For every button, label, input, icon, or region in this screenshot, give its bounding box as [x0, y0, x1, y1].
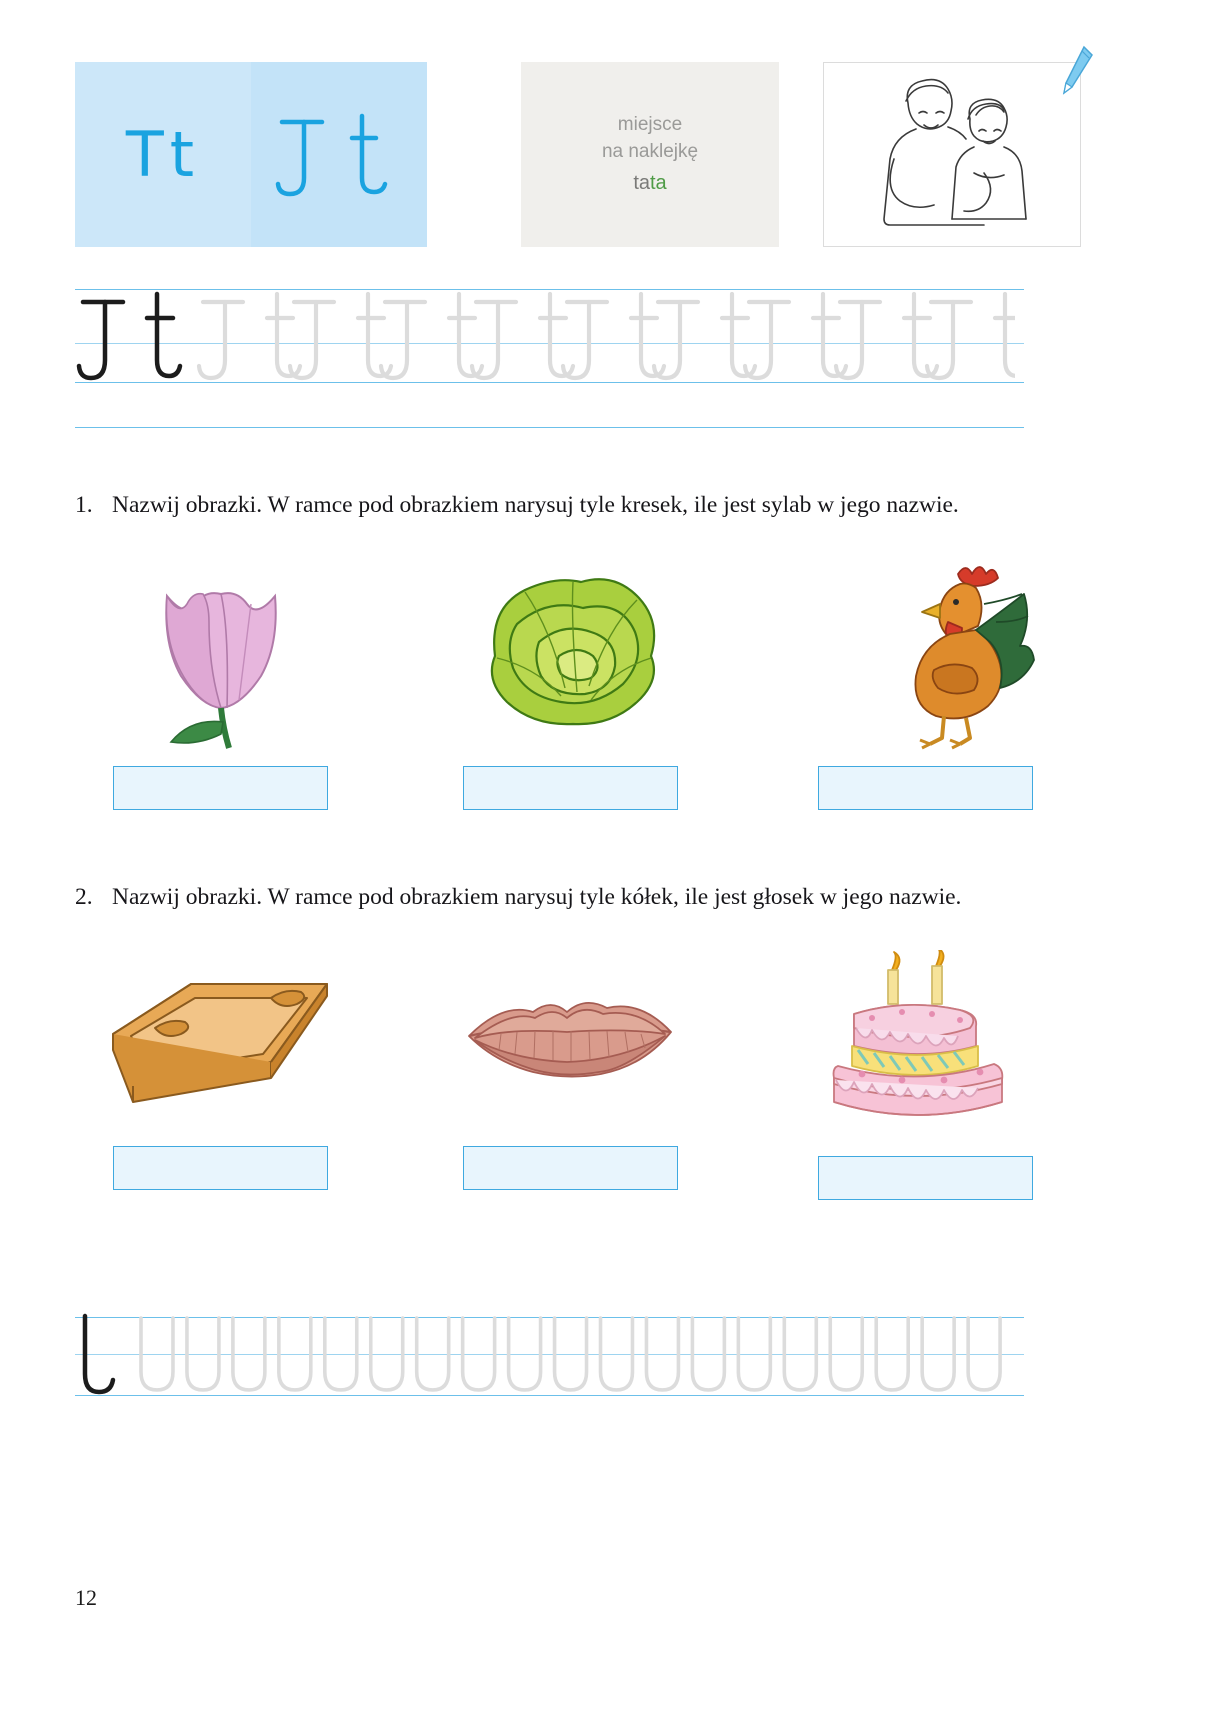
answer-box-lettuce[interactable] [463, 766, 678, 810]
task-1-pictures [75, 560, 1135, 820]
task-2-text: Nazwij obrazki. W ramce pod obrazkiem narysuj tyle kółek, ile jest głosek w jego nazwie. [112, 884, 962, 910]
pencil-icon [1060, 45, 1094, 99]
letter-cursive-pair [251, 62, 427, 247]
task-2-pictures [75, 950, 1135, 1210]
father-and-child-image [824, 63, 1080, 246]
picture-cell-lips [420, 950, 720, 1190]
rooster-image [810, 560, 1040, 750]
answer-box-tray[interactable] [113, 1146, 328, 1190]
letter-uppercase-print: T [125, 118, 170, 191]
picture-cell-tulip [70, 560, 370, 810]
page-number: 12 [75, 1585, 97, 1610]
picture-cell-cake [775, 950, 1075, 1200]
trace-model-t [75, 1312, 135, 1402]
picture-cell-rooster [775, 560, 1075, 810]
header-row [75, 62, 1135, 247]
task-2-number: 2. [75, 884, 93, 910]
answer-box-cake[interactable] [818, 1156, 1033, 1200]
illustration-frame [823, 62, 1081, 247]
task-1 [75, 492, 1125, 519]
letter-display-panel [75, 62, 427, 247]
tray-image [95, 950, 345, 1130]
lettuce-image [455, 560, 685, 750]
tracing-row-bottom[interactable] [75, 1312, 1024, 1402]
answer-box-lips[interactable] [463, 1146, 678, 1190]
tulip-image [105, 560, 335, 750]
trace-ghost-loops [135, 1312, 1024, 1402]
lips-image [455, 950, 685, 1130]
task-1-number: 1. [75, 492, 93, 518]
trace-model-Tt [75, 286, 195, 396]
sticker-word-suffix: ta [650, 172, 667, 194]
rule-line-4 [75, 427, 1024, 428]
sticker-word [633, 172, 666, 195]
answer-box-rooster[interactable] [818, 766, 1033, 810]
letter-lowercase-print: t [169, 118, 201, 191]
task-1-text: Nazwij obrazki. W ramce pod obrazkiem narysuj tyle kresek, ile jest sylab w jego nazwie. [112, 492, 959, 518]
trace-ghost-group [195, 286, 1015, 396]
sticker-placeholder [521, 62, 779, 247]
letter-print-pair [75, 62, 251, 247]
cursive-Tt-glyph [264, 100, 414, 210]
sticker-line-2: na naklejkę [601, 141, 699, 162]
picture-cell-lettuce [420, 560, 720, 810]
picture-cell-tray [70, 950, 370, 1190]
sticker-line-1: miejsce [617, 114, 683, 135]
tracing-row-top[interactable] [75, 286, 1024, 406]
answer-box-tulip[interactable] [113, 766, 328, 810]
task-2 [75, 884, 1125, 911]
sticker-word-prefix: ta [633, 172, 650, 194]
cake-image [810, 950, 1040, 1140]
